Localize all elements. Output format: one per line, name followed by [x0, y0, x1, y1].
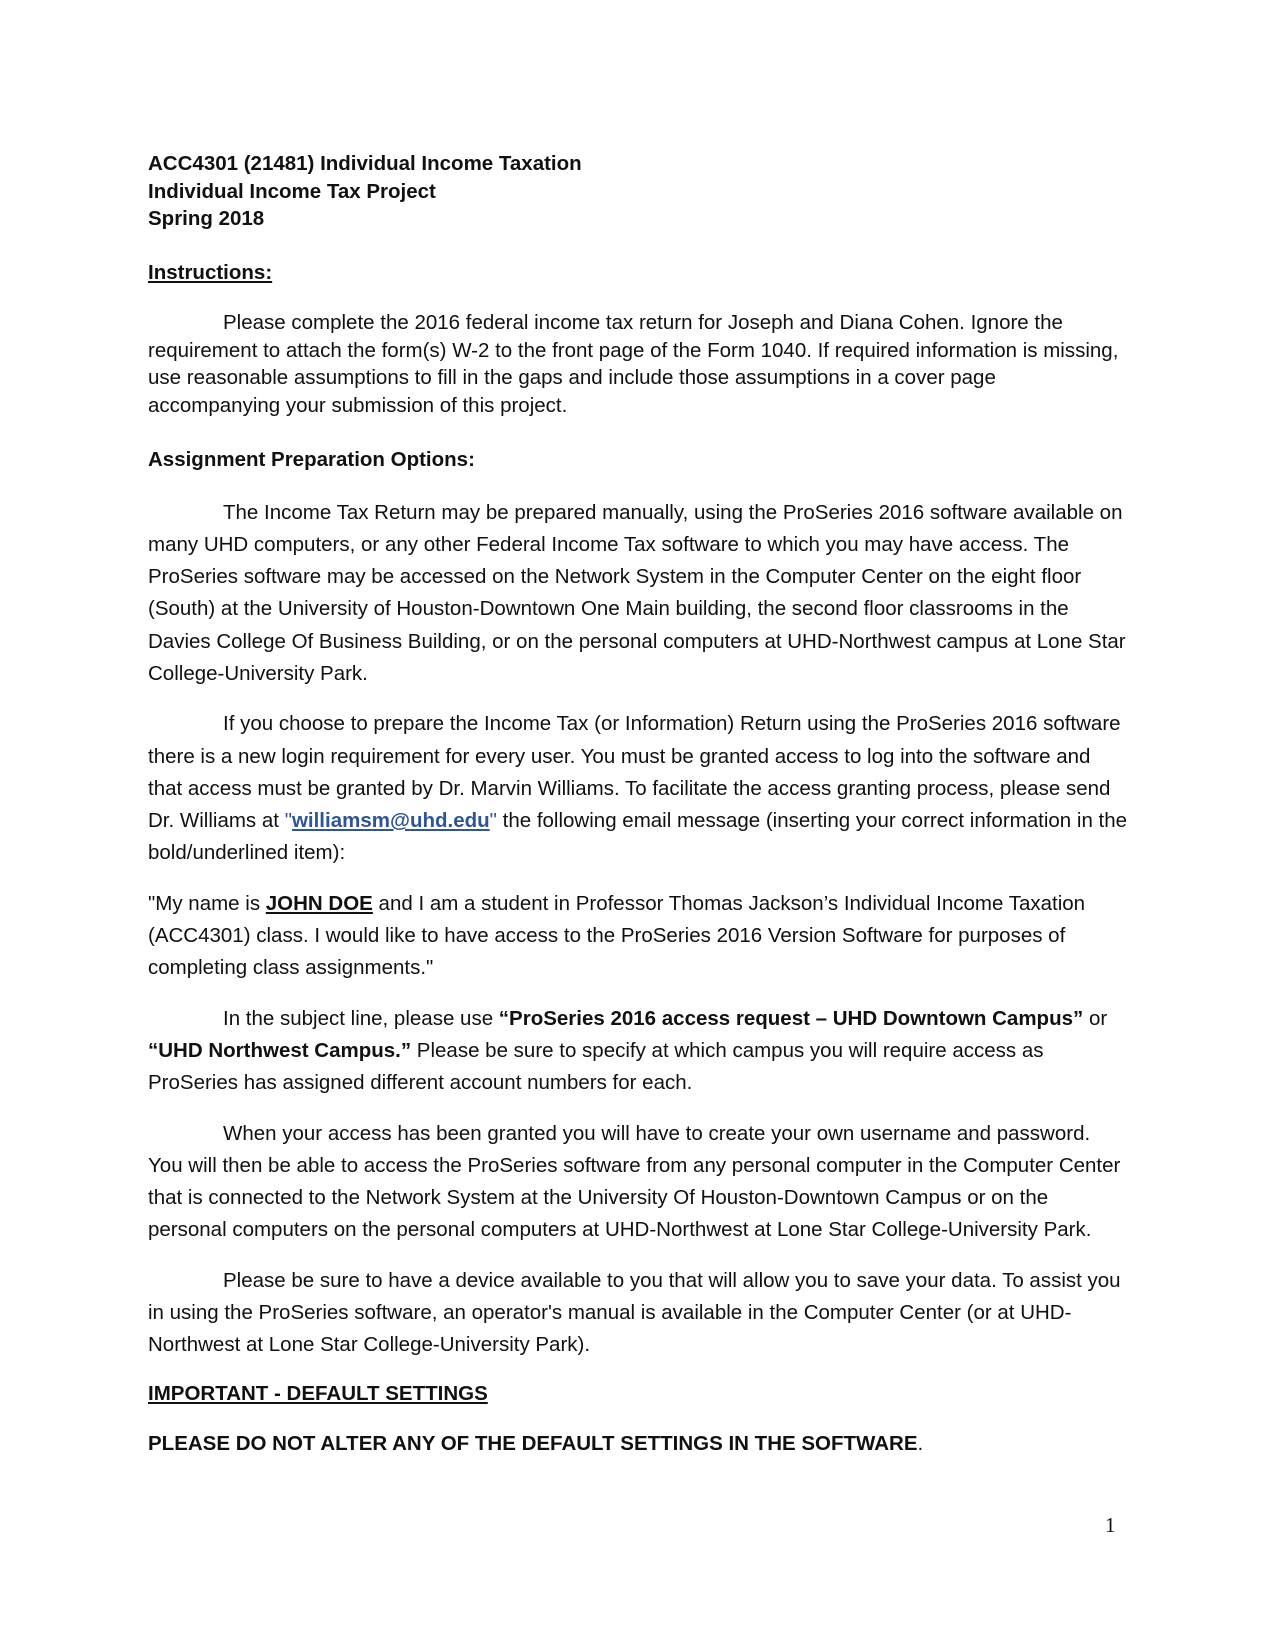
email-link[interactable]: williamsm@uhd.edu: [291, 809, 490, 833]
options-paragraph-2: [148, 708, 1128, 869]
subject-text-after: Please be sure to specify at which campus you will require access as ProSeries has assigned different account numbers for each.: [148, 1038, 1044, 1095]
course-title: ACC4301 (21481) Individual Income Taxation: [148, 152, 582, 175]
subject-or: or: [1083, 1006, 1108, 1030]
important-notice-text: PLEASE DO NOT ALTER ANY OF THE DEFAULT SETTINGS IN THE SOFTWARE: [148, 1432, 918, 1456]
instructions-paragraph: Please complete the 2016 federal income tax return for Joseph and Diana Cohen. Ignore the requirement to attach the form(s) W-2 to the front page of the Form 1040. If required information is missing, use reasonable assumptions to fill in the gaps and include those assumptions in a cover page accompanying your submission of this project.: [148, 311, 1119, 417]
options-heading: Assignment Preparation Options:: [148, 448, 475, 471]
document-header: [148, 150, 1128, 233]
subject-text-before: In the subject line, please use: [223, 1006, 499, 1030]
para2-text-before: If you choose to prepare the Income Tax (or Information) Return using the ProSeries 2016 software there is a new login requirement for every user. You must be granted access to log into the software and that access must be granted by Dr. Marvin Williams. To facilitate the access granting process, please send Dr. Williams at: [148, 712, 1121, 833]
email-message-template: [148, 888, 1128, 985]
subject-line-paragraph: [148, 1003, 1128, 1100]
subject-downtown: “ProSeries 2016 access request – UHD Downtown Campus”: [498, 1006, 1084, 1030]
msg-text-after: and I am a student in Professor Thomas Jackson’s Individual Income Taxation (ACC4301) class. I would like to have access to the ProSeries 2016 Version Software for purposes of completing class assignments.": [148, 891, 1086, 980]
para2-text-after: the following email message (inserting your correct information in the bold/underlined item):: [148, 809, 1128, 865]
open-quote: ": [284, 809, 292, 833]
project-title: Individual Income Tax Project: [148, 179, 436, 203]
msg-text-before: "My name is: [148, 891, 266, 915]
close-quote: ": [489, 809, 497, 833]
important-notice-period: .: [917, 1432, 924, 1456]
subject-northwest: “UHD Northwest Campus.”: [148, 1038, 412, 1062]
page-number: 1: [1105, 1513, 1116, 1537]
term-title: Spring 2018: [148, 207, 265, 230]
important-notice: [148, 1430, 1128, 1458]
document-page: [148, 150, 1128, 1458]
options-paragraph-1: The Income Tax Return may be prepared manually, using the ProSeries 2016 software available on many UHD computers, or any other Federal Income Tax software to which you may have access. The ProSeries software may be accessed on the Network System in the Computer Center on the eight floor (South) at the University of Houston-Downtown One Main building, the second floor classrooms in the Davies College Of Business Building, or on the personal computers at UHD-Northwest campus at Lone Star College-University Park.: [148, 500, 1126, 685]
options-paragraph-5: Please be sure to have a device available to you that will allow you to save your data. To assist you in using the ProSeries software, an operator's manual is available in the Computer Center (or at UHD-Northwest at Lone Star College-University Park).: [148, 1268, 1121, 1357]
instructions-heading: Instructions:: [148, 260, 273, 284]
student-name-placeholder: JOHN DOE: [265, 891, 373, 915]
options-paragraph-4: When your access has been granted you will have to create your own username and password. You will then be able to access the ProSeries software from any personal computer in the Computer Center that is connected to the Network System at the University Of Houston-Downtown Campus or on the personal computers on the personal computers at UHD-Northwest at Lone Star College-University Park.: [148, 1121, 1121, 1242]
important-heading: IMPORTANT - DEFAULT SETTINGS: [148, 1381, 488, 1405]
